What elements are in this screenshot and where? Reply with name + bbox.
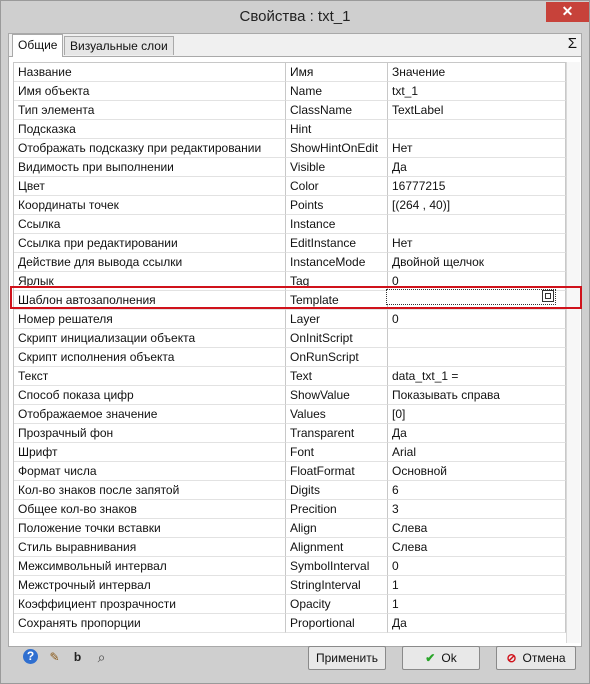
table-row[interactable]: [14, 139, 566, 158]
table-row[interactable]: [14, 158, 566, 177]
property-id: EditInstance: [286, 234, 388, 253]
magnifier-icon[interactable]: ⌕: [97, 649, 106, 665]
property-id: Alignment: [286, 538, 388, 557]
property-value[interactable]: [(264 , 40)]: [388, 196, 566, 215]
table-row[interactable]: [14, 348, 566, 367]
property-label: Ссылка при редактировании: [14, 234, 286, 253]
template-value-input[interactable]: [386, 289, 556, 305]
property-id: Layer: [286, 310, 388, 329]
tab-visual-layers[interactable]: Визуальные слои: [64, 36, 174, 55]
property-label: Текст: [14, 367, 286, 386]
property-value[interactable]: 1: [388, 576, 566, 595]
table-row[interactable]: [14, 234, 566, 253]
property-value[interactable]: [388, 348, 566, 367]
property-value[interactable]: [0]: [388, 405, 566, 424]
property-label: Межстрочный интервал: [14, 576, 286, 595]
table-row[interactable]: [14, 405, 566, 424]
property-label: Отображать подсказку при редактировании: [14, 139, 286, 158]
property-id: Instance: [286, 215, 388, 234]
property-value[interactable]: Нет: [388, 139, 566, 158]
property-label: Сохранять пропорции: [14, 614, 286, 633]
table-row[interactable]: [14, 595, 566, 614]
property-label: Действие для вывода ссылки: [14, 253, 286, 272]
table-row[interactable]: [14, 253, 566, 272]
property-id: Values: [286, 405, 388, 424]
property-label: Подсказка: [14, 120, 286, 139]
ok-label: Ok: [441, 651, 457, 665]
property-id: Template: [286, 291, 388, 310]
property-value[interactable]: Да: [388, 158, 566, 177]
property-label: Скрипт инициализации объекта: [14, 329, 286, 348]
grid-header-row: [14, 63, 566, 82]
table-row[interactable]: [14, 538, 566, 557]
property-id: Opacity: [286, 595, 388, 614]
header-id[interactable]: Имя: [286, 63, 388, 82]
property-value[interactable]: Двойной щелчок: [388, 253, 566, 272]
property-value[interactable]: Основной: [388, 462, 566, 481]
property-label: Шаблон автозаполнения: [14, 291, 286, 310]
property-label: Общее кол-во знаков: [14, 500, 286, 519]
table-row[interactable]: [14, 82, 566, 101]
property-value[interactable]: [388, 329, 566, 348]
property-id: StringInterval: [286, 576, 388, 595]
property-label: Формат числа: [14, 462, 286, 481]
property-label: Видимость при выполнении: [14, 158, 286, 177]
property-id: Color: [286, 177, 388, 196]
property-id: Proportional: [286, 614, 388, 633]
title-bar: [1, 1, 589, 33]
table-row[interactable]: [14, 500, 566, 519]
table-row[interactable]: [14, 215, 566, 234]
help-icon[interactable]: ?: [23, 649, 38, 664]
property-value[interactable]: 0: [388, 557, 566, 576]
property-label: Скрипт исполнения объекта: [14, 348, 286, 367]
sigma-icon[interactable]: Σ: [567, 35, 577, 52]
dialog-content: [8, 33, 582, 647]
property-id: Text: [286, 367, 388, 386]
table-row[interactable]: [14, 329, 566, 348]
apply-label: Применить: [315, 651, 378, 665]
property-id: Points: [286, 196, 388, 215]
table-row[interactable]: [14, 519, 566, 538]
property-label: Тип элемента: [14, 101, 286, 120]
property-value[interactable]: 16777215: [388, 177, 566, 196]
template-browse-button[interactable]: [542, 290, 554, 302]
property-id: Font: [286, 443, 388, 462]
ok-button[interactable]: [402, 646, 480, 670]
property-label: Стиль выравнивания: [14, 538, 286, 557]
property-value[interactable]: TextLabel: [388, 101, 566, 120]
table-row[interactable]: [14, 557, 566, 576]
property-label: Отображаемое значение: [14, 405, 286, 424]
property-id: Name: [286, 82, 388, 101]
property-id: Digits: [286, 481, 388, 500]
vertical-scrollbar[interactable]: [566, 62, 580, 643]
property-label: Ссылка: [14, 215, 286, 234]
property-id: FloatFormat: [286, 462, 388, 481]
table-row[interactable]: [14, 101, 566, 120]
table-row[interactable]: [14, 196, 566, 215]
property-value[interactable]: Слева: [388, 538, 566, 557]
property-id: SymbolInterval: [286, 557, 388, 576]
property-id: Hint: [286, 120, 388, 139]
property-label: Шрифт: [14, 443, 286, 462]
property-value[interactable]: 0: [388, 310, 566, 329]
property-value[interactable]: 1: [388, 595, 566, 614]
property-value[interactable]: Arial: [388, 443, 566, 462]
table-row[interactable]: [14, 481, 566, 500]
property-value[interactable]: Слева: [388, 519, 566, 538]
property-id: ClassName: [286, 101, 388, 120]
font-ba-icon[interactable]: b: [73, 650, 82, 664]
property-value[interactable]: Показывать справа: [388, 386, 566, 405]
property-label: Положение точки вставки: [14, 519, 286, 538]
table-row[interactable]: [14, 424, 566, 443]
property-label: Ярлык: [14, 272, 286, 291]
property-label: Кол-во знаков после запятой: [14, 481, 286, 500]
property-id: Tag: [286, 272, 388, 291]
property-id: Visible: [286, 158, 388, 177]
property-label: Межсимвольный интервал: [14, 557, 286, 576]
property-id: Precition: [286, 500, 388, 519]
table-row[interactable]: [14, 120, 566, 139]
property-label: Прозрачный фон: [14, 424, 286, 443]
cancel-button[interactable]: [496, 646, 576, 670]
table-row[interactable]: [14, 367, 566, 386]
property-label: Цвет: [14, 177, 286, 196]
check-icon: ✔: [425, 651, 436, 665]
table-row[interactable]: [14, 576, 566, 595]
property-value[interactable]: Да: [388, 424, 566, 443]
tab-general[interactable]: Общие: [12, 34, 63, 57]
property-value[interactable]: 0: [388, 272, 566, 291]
property-id: ShowValue: [286, 386, 388, 405]
property-value[interactable]: Нет: [388, 234, 566, 253]
properties-grid: [13, 62, 566, 633]
property-value[interactable]: Да: [388, 614, 566, 633]
property-label: Имя объекта: [14, 82, 286, 101]
property-id: InstanceMode: [286, 253, 388, 272]
table-row[interactable]: [14, 177, 566, 196]
property-value[interactable]: 3: [388, 500, 566, 519]
edit-props-icon[interactable]: ✎: [49, 650, 60, 664]
cancel-icon: ⊘: [506, 651, 517, 665]
property-value[interactable]: data_txt_1 =: [388, 367, 566, 386]
property-id: Align: [286, 519, 388, 538]
property-id: OnInitScript: [286, 329, 388, 348]
table-row[interactable]: [14, 386, 566, 405]
tab-strip: [9, 34, 581, 57]
cancel-label: Отмена: [522, 651, 566, 665]
window-title: Свойства : txt_1: [239, 8, 351, 25]
close-button[interactable]: ✕: [546, 2, 589, 22]
property-label: Номер решателя: [14, 310, 286, 329]
property-label: Коэффициент прозрачности: [14, 595, 286, 614]
property-id: Transparent: [286, 424, 388, 443]
table-row[interactable]: [14, 443, 566, 462]
table-row[interactable]: [14, 310, 566, 329]
property-id: ShowHintOnEdit: [286, 139, 388, 158]
apply-button[interactable]: [308, 646, 386, 670]
table-row[interactable]: [14, 462, 566, 481]
property-label: Координаты точек: [14, 196, 286, 215]
property-value[interactable]: 6: [388, 481, 566, 500]
header-value[interactable]: Значение: [388, 63, 566, 82]
property-label: Способ показа цифр: [14, 386, 286, 405]
header-name[interactable]: Название: [14, 63, 286, 82]
property-value[interactable]: [388, 215, 566, 234]
property-value[interactable]: [388, 120, 566, 139]
property-id: OnRunScript: [286, 348, 388, 367]
property-value[interactable]: txt_1: [388, 82, 566, 101]
table-row[interactable]: [14, 614, 566, 633]
